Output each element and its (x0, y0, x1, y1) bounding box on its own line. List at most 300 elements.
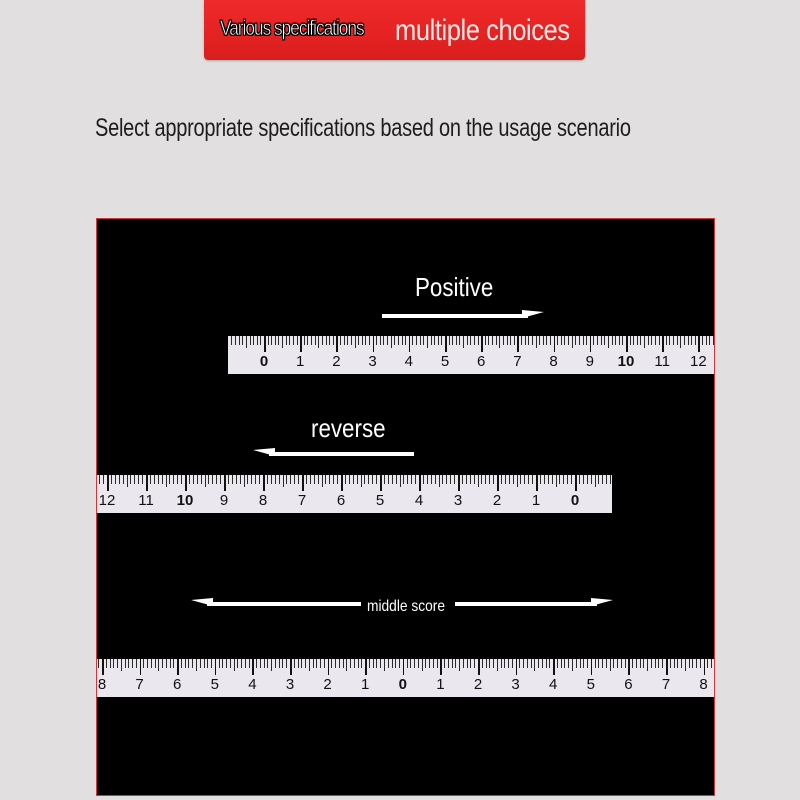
ruler-tick (282, 336, 283, 348)
ruler-tick (136, 659, 137, 668)
ruler-tick (536, 475, 538, 491)
ruler-tick (196, 659, 197, 671)
ruler-tick (253, 336, 254, 345)
ruler-tick (212, 475, 213, 484)
ruler-tick (192, 659, 193, 668)
left-arrow-icon (269, 452, 414, 456)
ruler-tick (514, 336, 515, 345)
ruler-tick (158, 659, 159, 671)
ruler-tick (251, 475, 252, 484)
ruler-tick (619, 336, 620, 345)
ruler-tick (601, 336, 602, 345)
ruler-tick (396, 475, 397, 484)
ruler-number: 3 (453, 492, 463, 509)
ruler-tick (478, 336, 479, 345)
ruler-tick (431, 475, 432, 484)
ruler-tick (388, 659, 389, 668)
ruler-tick (185, 475, 187, 491)
ruler-tick (113, 659, 114, 668)
ruler-tick (463, 336, 464, 348)
ruler-tick (544, 475, 545, 484)
ruler-tick (546, 659, 547, 668)
ruler-number: 1 (296, 353, 305, 370)
ruler-tick (458, 475, 460, 491)
ruler-tick (256, 659, 257, 668)
ruler-tick (478, 659, 480, 675)
ruler-tick (637, 336, 638, 345)
ruler-tick (647, 659, 648, 671)
ruler-tick (606, 659, 607, 668)
ruler-tick (438, 336, 439, 345)
ruler-tick (409, 336, 411, 352)
ruler-tick (293, 336, 294, 345)
ruler-tick (300, 336, 302, 352)
ruler-tick (481, 475, 482, 484)
ruler-tick (150, 475, 151, 484)
ruler-number: 4 (549, 676, 558, 693)
ruler-tick (591, 475, 592, 484)
ruler-tick (673, 336, 674, 345)
ruler-tick (207, 659, 208, 668)
ruler-tick (423, 475, 424, 484)
ruler-tick (398, 336, 399, 345)
ruler-tick (539, 336, 540, 345)
ruler-tick (309, 659, 310, 671)
ruler-tick (125, 659, 126, 668)
ruler-tick (593, 336, 594, 345)
ruler-tick (425, 659, 426, 668)
ruler-tick (329, 475, 330, 484)
ruler-number: 6 (173, 676, 182, 693)
ruler-tick (531, 659, 532, 668)
ruler-tick (411, 475, 412, 484)
ruler-tick (707, 659, 708, 668)
ruler-tick (391, 336, 392, 348)
ruler-tick (463, 659, 464, 668)
ruler-tick (326, 336, 327, 345)
reverse-label: reverse (311, 413, 386, 443)
ruler-number: 1 (531, 492, 541, 509)
ruler-tick (146, 475, 148, 491)
ruler-tick (442, 475, 443, 484)
ruler-tick (423, 336, 424, 345)
ruler-tick (205, 475, 206, 487)
ruler-tick (481, 336, 483, 352)
ruler-tick (499, 336, 500, 348)
ruler-tick (606, 475, 607, 484)
ruler-tick (354, 659, 355, 668)
ruler-tick (612, 336, 613, 345)
ruler-tick (230, 659, 231, 668)
ruler-tick (512, 659, 513, 668)
ruler-tick (466, 475, 467, 484)
right-arrow-icon (382, 314, 528, 318)
ruler-tick (244, 475, 245, 487)
ruler-tick (392, 659, 393, 668)
ruler-tick (392, 475, 393, 484)
ruler-tick (572, 336, 573, 348)
ruler-tick (189, 475, 190, 484)
ruler-tick (211, 659, 212, 668)
ruler-tick (474, 475, 475, 484)
ruler-tick (462, 475, 463, 484)
ruler-tick (102, 659, 104, 675)
ruler-tick (410, 659, 411, 668)
ruler-tick (257, 336, 258, 345)
ruler-tick (542, 659, 543, 668)
ruler-tick (564, 336, 565, 345)
ruler-tick (548, 475, 549, 484)
ruler-tick (177, 659, 179, 675)
ruler-tick (322, 475, 323, 487)
ruler-number: 5 (586, 676, 595, 693)
ruler-tick (659, 336, 660, 345)
ruler-tick (403, 659, 405, 675)
ruler-tick (486, 659, 487, 668)
ruler-tick (610, 475, 611, 484)
ruler-tick (143, 659, 144, 668)
ruler-tick (294, 475, 295, 484)
ruler-tick (622, 336, 623, 345)
ruler-tick (268, 336, 269, 345)
ruler-tick (271, 475, 272, 484)
ruler-tick (550, 336, 551, 345)
ruler-tick (216, 475, 217, 484)
ruler-tick (290, 475, 291, 484)
ruler-tick (508, 659, 509, 668)
ruler-tick (437, 659, 438, 668)
ruler-number: 0 (398, 676, 407, 693)
ruler-tick (557, 659, 558, 668)
ruler-tick (583, 475, 584, 484)
ruler-tick (130, 475, 131, 484)
ruler-tick (311, 336, 312, 345)
ruler-number: 4 (248, 676, 257, 693)
ruler-number: 5 (375, 492, 385, 509)
middle-score-label: middle score (367, 598, 446, 615)
ruler-tick (643, 659, 644, 668)
ruler-tick (407, 659, 408, 668)
ruler-tick (422, 659, 423, 671)
ruler-tick (339, 659, 340, 668)
ruler-tick (680, 336, 681, 348)
ruler-tick (349, 475, 350, 484)
ruler-tick (563, 475, 564, 484)
ruler-tick (602, 659, 603, 668)
ruler-tick (306, 475, 307, 484)
ruler-tick (298, 475, 299, 484)
ruler-tick (493, 475, 494, 484)
ruler-tick (669, 336, 670, 345)
ruler-tick (510, 336, 511, 345)
ruler-tick (252, 659, 254, 675)
ruler-tick (226, 659, 227, 668)
ruler-tick (365, 336, 366, 345)
ruler-tick (320, 659, 321, 668)
ruler-tick (470, 659, 471, 668)
ruler-number: 12 (98, 492, 116, 509)
ruler-tick (662, 659, 663, 668)
ruler-tick (580, 659, 581, 668)
ruler-tick (519, 659, 520, 668)
ruler-tick (662, 336, 664, 352)
ruler-tick (302, 475, 304, 491)
ruler-tick (501, 659, 502, 668)
ruler-number: 9 (219, 492, 229, 509)
ruler-tick (255, 475, 256, 484)
ruler-tick (264, 336, 266, 352)
ruler-tick (557, 336, 558, 345)
ruler-tick (489, 659, 490, 668)
ruler-tick (434, 336, 435, 345)
ruler-tick (249, 659, 250, 668)
ruler-tick (373, 336, 375, 352)
ruler-tick (536, 336, 537, 348)
ruler-number: 9 (585, 353, 594, 370)
ruler-tick (310, 475, 311, 484)
ruler-tick (297, 336, 298, 345)
ruler-tick (358, 336, 359, 345)
ruler-tick (219, 659, 220, 668)
ruler-tick (528, 475, 529, 484)
ruler-tick (362, 336, 363, 345)
ruler-tick (200, 659, 201, 668)
ruler-tick (488, 336, 489, 345)
ruler-tick (162, 475, 163, 484)
ruler-tick (107, 475, 109, 491)
ruler-tick (329, 336, 330, 345)
ruler-tick (579, 475, 580, 484)
ruler-tick (325, 475, 326, 484)
ruler-tick (231, 336, 232, 345)
ruler-number: 6 (477, 353, 486, 370)
ruler-tick (485, 475, 486, 484)
ruler-tick (496, 336, 497, 345)
ruler-tick (341, 475, 343, 491)
ruler-tick (267, 659, 268, 668)
ruler-tick (644, 336, 645, 348)
ruler-tick (103, 475, 104, 484)
ruler-tick (346, 659, 347, 671)
ruler-number: 3 (285, 676, 295, 693)
ruler-tick (340, 336, 341, 345)
ruler-tick (552, 475, 553, 484)
ruler-tick (633, 336, 634, 345)
ruler-tick (595, 659, 596, 668)
ruler-tick (235, 336, 236, 345)
ruler-tick (597, 336, 598, 345)
ruler-tick (142, 475, 143, 484)
ruler-number: 7 (135, 676, 144, 693)
ruler-tick (670, 659, 671, 668)
ruler-tick (713, 336, 714, 345)
ruler-tick (343, 659, 344, 668)
ruler-tick (523, 659, 524, 668)
ruler-tick (193, 475, 194, 484)
ruler-tick (350, 659, 351, 668)
ruler-tick (177, 475, 178, 484)
ruler-tick (474, 659, 475, 668)
ruler-tick (485, 336, 486, 345)
ruler-number: 1 (361, 676, 370, 693)
ruler-number: 0 (570, 492, 580, 509)
ruler-tick (305, 659, 306, 668)
ruler-tick (704, 659, 706, 675)
ruler-tick (119, 475, 120, 484)
ruler-tick (357, 475, 358, 484)
ruler-tick (264, 659, 265, 668)
reverse-ruler (97, 475, 612, 513)
ruler-tick (289, 336, 290, 345)
ruler-tick (628, 659, 630, 675)
ruler-tick (246, 336, 247, 348)
ruler-tick (147, 659, 148, 668)
ruler-tick (503, 336, 504, 345)
ruler-number: 6 (336, 492, 346, 509)
ruler-tick (169, 475, 170, 484)
ruler-tick (188, 659, 189, 668)
ruler-number: 3 (368, 353, 377, 370)
ruler-tick (123, 475, 124, 484)
ruler-tick (583, 336, 584, 345)
ruler-tick (439, 475, 440, 487)
ruler-tick (376, 475, 377, 484)
ruler-tick (583, 659, 584, 668)
ruler-tick (429, 659, 430, 668)
ruler-tick (204, 659, 205, 668)
ruler-tick (666, 659, 668, 675)
ruler-tick (388, 475, 389, 484)
ruler-tick (384, 475, 385, 484)
ruler-tick (532, 475, 533, 484)
ruler-tick (170, 659, 171, 668)
ruler-tick (532, 336, 533, 345)
ruler-tick (173, 475, 174, 484)
ruler-tick (553, 659, 555, 675)
ruler-tick (282, 659, 283, 668)
ruler-tick (333, 475, 334, 484)
ruler-tick (478, 475, 479, 487)
ruler-tick (368, 475, 369, 484)
ruler-tick (414, 659, 415, 668)
ruler-tick (517, 336, 519, 352)
ruler-tick (444, 659, 445, 668)
ruler-tick (702, 336, 703, 345)
ruler-tick (655, 659, 656, 668)
ruler-tick (290, 659, 292, 675)
ruler-tick (517, 475, 518, 487)
ruler-tick (674, 659, 675, 668)
ruler-tick (692, 659, 693, 668)
ruler-tick (470, 336, 471, 345)
ruler-tick (387, 336, 388, 345)
ruler-tick (399, 659, 400, 668)
ruler-tick (441, 336, 442, 345)
ruler-tick (358, 659, 359, 668)
ruler-tick (435, 475, 436, 484)
ruler-tick (467, 659, 468, 668)
ruler-tick (275, 475, 276, 484)
ruler-tick (448, 659, 449, 668)
ruler-tick (355, 336, 356, 348)
ruler-tick (561, 336, 562, 345)
ruler-tick (181, 659, 182, 668)
ruler-tick (415, 475, 416, 484)
ruler-tick (134, 475, 135, 484)
ruler-tick (271, 336, 272, 345)
ruler-tick (369, 659, 370, 668)
ruler-tick (549, 659, 550, 668)
ruler-tick (640, 336, 641, 345)
ruler-tick (527, 659, 528, 668)
ruler-tick (431, 336, 432, 345)
ruler-tick (590, 336, 592, 352)
left-arrow-icon (207, 602, 361, 606)
ruler-tick (263, 475, 265, 491)
ruler-tick (579, 336, 580, 345)
ruler-tick (571, 475, 572, 484)
ruler-tick (260, 659, 261, 668)
ruler-number: 2 (473, 676, 483, 693)
ruler-tick (598, 659, 599, 668)
ruler-number: 8 (549, 353, 558, 370)
ruler-tick (556, 475, 557, 487)
ruler-tick (700, 659, 701, 668)
ruler-tick (239, 336, 240, 345)
ruler-number: 5 (440, 353, 450, 370)
right-arrow-icon (455, 602, 597, 606)
ruler-tick (314, 475, 315, 484)
ruler-tick (279, 659, 280, 668)
ruler-tick (407, 475, 408, 484)
ruler-tick (658, 659, 659, 668)
ruler-tick (621, 659, 622, 668)
ruler-tick (604, 336, 605, 345)
banner-right-text: multiple choices (395, 14, 570, 47)
ruler-tick (445, 336, 447, 352)
ruler-tick (497, 659, 498, 671)
ruler-tick (516, 659, 518, 675)
ruler-number: 4 (404, 353, 413, 370)
ruler-tick (501, 475, 502, 484)
ruler-tick (333, 336, 334, 345)
ruler-tick (335, 659, 336, 668)
ruler-tick (110, 659, 111, 668)
ruler-tick (162, 659, 163, 668)
ruler-tick (197, 475, 198, 484)
ruler-tick (520, 475, 521, 484)
ruler-tick (351, 336, 352, 345)
ruler-tick (402, 336, 403, 345)
ruler-number: 7 (297, 492, 307, 509)
ruler-tick (505, 475, 506, 484)
ruler-tick (416, 336, 417, 345)
ruler-tick (640, 659, 641, 668)
ruler-tick (534, 659, 535, 671)
ruler-tick (575, 336, 576, 345)
ruler-tick (228, 475, 229, 484)
ruler-tick (559, 475, 560, 484)
ruler-tick (345, 475, 346, 484)
ruler-tick (140, 659, 142, 675)
ruler-tick (625, 659, 626, 668)
ruler-tick (698, 336, 700, 352)
ruler-number: 2 (332, 353, 341, 370)
ruler-tick (459, 659, 460, 671)
ruler-tick (572, 659, 573, 671)
ruler-tick (151, 659, 152, 668)
ruler-tick (528, 336, 529, 345)
